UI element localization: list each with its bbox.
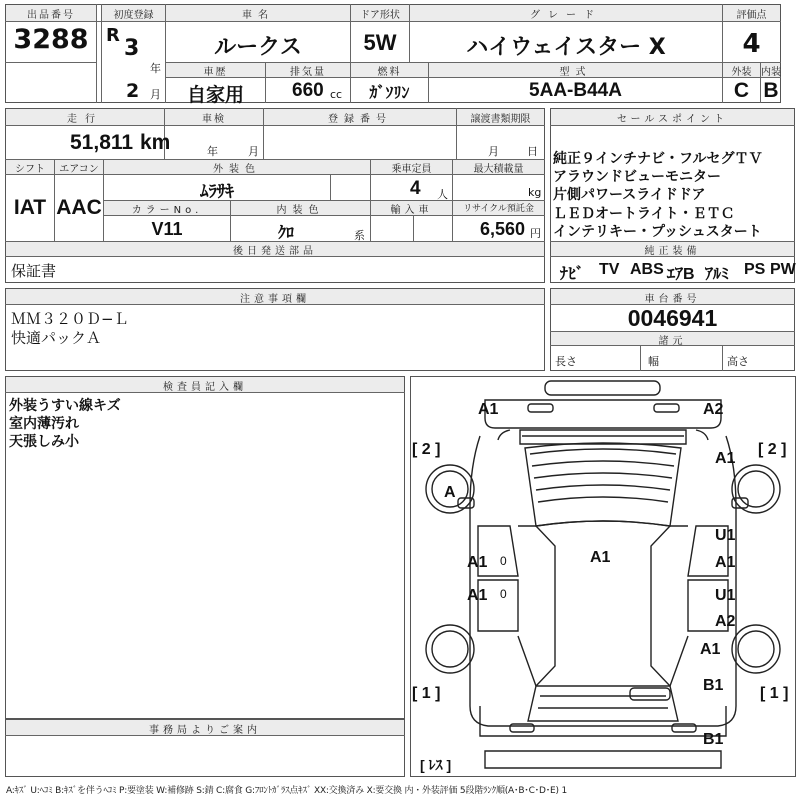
model-label: 型式 <box>559 67 592 78</box>
mileage-unit: km <box>140 131 171 154</box>
inspector-line: 室内薄汚れ <box>9 416 79 432</box>
damage-mark: A2 <box>703 401 724 418</box>
displacement-label: 排気量 <box>290 67 326 78</box>
notes-line: ＭＭ３２０Ｄ−Ｌ <box>11 310 129 328</box>
grade: ハイウェイスター X <box>466 35 666 60</box>
lot-number: 3288 <box>13 24 89 55</box>
later-items-label: 後日発送部品 <box>233 246 317 257</box>
equipment-tv: TV <box>599 261 620 278</box>
recycle-label: リサイクル預託金 <box>463 204 534 214</box>
ac-label: エアコン <box>59 164 99 175</box>
year-unit: 年 <box>150 62 161 75</box>
damage-mark: B1 <box>703 731 724 748</box>
door-label: ドア形状 <box>360 10 400 21</box>
width-label: 幅 <box>648 355 659 368</box>
capacity-unit: 人 <box>437 188 448 201</box>
equipment-label: 純正装備 <box>644 246 701 257</box>
color-no-label: カラーNo. <box>131 205 203 216</box>
month-unit: 月 <box>150 88 161 101</box>
damage-mark: B1 <box>703 677 724 694</box>
equipment-abs: ABS <box>630 261 664 278</box>
office-label: 事務局よりご案内 <box>149 725 261 736</box>
car-diagram <box>410 376 796 777</box>
equipment-alloy: ｱﾙﾐ <box>705 266 730 283</box>
damage-mark: A1 <box>700 641 721 658</box>
spec-label: 諸元 <box>658 336 687 347</box>
displacement: 660 <box>292 80 324 101</box>
first-reg-year: 3 <box>124 36 140 61</box>
spare-tire: [ ﾚｽ ] <box>420 757 452 773</box>
capacity-label: 乗車定員 <box>391 164 432 175</box>
lot-label: 出品番号 <box>27 10 75 21</box>
ext-color: ﾑﾗｻｷ <box>200 182 234 202</box>
score: 4 <box>742 29 761 59</box>
exterior-score: C <box>733 79 750 102</box>
equipment-ps: PS <box>744 261 766 278</box>
damage-mark: A1 <box>715 554 736 571</box>
ac: AAC <box>56 196 102 219</box>
damage-mark: A <box>444 484 456 501</box>
later-items: 保証書 <box>11 262 57 280</box>
tire-count: [ 1 ] <box>760 685 789 702</box>
transfer-month-unit: 月 <box>488 145 499 158</box>
damage-mark: A1 <box>590 549 611 566</box>
inspector-label: 検査員記入欄 <box>163 382 247 393</box>
shift-label: シフト <box>15 164 45 175</box>
equipment-navi: ﾅﾋﾞ <box>560 266 585 283</box>
transfer-day-unit: 日 <box>527 145 538 158</box>
sales-point-label: セールスポイント <box>616 114 729 125</box>
score-label: 評価点 <box>736 10 767 21</box>
sales-line: アラウンドビューモニター <box>553 169 721 185</box>
exterior-label: 外装 <box>731 67 752 78</box>
tire-count: [ 2 ] <box>412 441 441 458</box>
first-reg-label: 初度登録 <box>113 10 154 21</box>
car-name: ルークス <box>214 35 302 60</box>
equipment-airbag: ｴｱB <box>667 266 695 283</box>
inspector-line: 外装うすい線キズ <box>9 398 121 414</box>
length-label: 長さ <box>555 355 577 368</box>
mileage-label: 走行 <box>67 114 103 125</box>
interior-label: 内装 <box>761 67 781 78</box>
damage-mark: A2 <box>715 613 736 630</box>
fuel-label: 燃料 <box>377 67 402 78</box>
legend: A:ｷｽﾞ U:ﾍｺﾐ B:ｷｽﾞを伴うﾍｺﾐ P:要塗装 W:補修跡 S:錆 C:腐食 G:ﾌﾛﾝﾄｶﾞﾗｽ点ｷｽﾞ XX:交換済み X:要交換 内・外装評価 5段階ﾗﾝｸ順(A･B･C･D･E) 1 <box>6 786 567 796</box>
equipment-pw: PW <box>770 261 796 278</box>
grade-label: グレード <box>530 10 602 21</box>
transfer-label: 譲渡書類期限 <box>470 114 531 125</box>
car-name-label: 車名 <box>242 10 274 21</box>
int-color-unit: 系 <box>354 229 365 242</box>
fuel: ｶﾞｿﾘﾝ <box>369 83 410 102</box>
damage-mark: A1 <box>467 554 488 571</box>
insp-year-unit: 年 <box>207 145 218 158</box>
sales-line: 純正９インチナビ・フルセグＴＶ <box>553 151 763 167</box>
int-color-label: 内装色 <box>276 205 325 216</box>
color-no: V11 <box>151 219 183 239</box>
door-zero-mark: 0 <box>500 554 507 568</box>
first-reg-month: 2 <box>126 80 140 102</box>
sales-line: インテリキー・プッシュスタート <box>553 224 762 240</box>
inspection-label: 車検 <box>202 114 226 125</box>
sales-line: ＬＥＤオートライト・ＥＴＣ <box>553 206 735 222</box>
mileage: 51,811 <box>70 131 134 154</box>
door: 5W <box>363 30 397 55</box>
import-label: 輸入車 <box>390 205 433 216</box>
history: 自家用 <box>186 84 244 106</box>
chassis-number: 0046941 <box>627 305 718 331</box>
displacement-unit: cc <box>330 88 343 101</box>
notes-line: 快適パックＡ <box>11 329 102 347</box>
max-load-label: 最大積載量 <box>473 164 524 175</box>
inspector-line: 天張しみ小 <box>9 434 79 450</box>
reg-no-label: 登録番号 <box>328 114 392 125</box>
interior-score: B <box>763 79 779 102</box>
era: R <box>106 25 120 46</box>
history-label: 車歴 <box>203 67 228 78</box>
damage-mark: A1 <box>715 450 736 467</box>
shift: IAT <box>13 196 47 219</box>
ext-color-label: 外装色 <box>213 164 261 175</box>
tire-count: [ 1 ] <box>412 685 441 702</box>
door-zero-mark: 0 <box>500 587 507 601</box>
int-color: ｸﾛ <box>277 223 294 242</box>
damage-mark: U1 <box>715 587 736 604</box>
damage-mark: U1 <box>715 527 736 544</box>
chassis-label: 車台番号 <box>644 294 701 305</box>
model: 5AA-B44A <box>529 80 622 101</box>
height-label: 高さ <box>727 355 749 368</box>
damage-mark: A1 <box>478 401 499 418</box>
capacity: 4 <box>410 178 421 199</box>
sales-line: 片側パワースライドドア <box>553 187 706 203</box>
notes-label: 注意事項欄 <box>240 294 310 305</box>
recycle: 6,560 <box>480 219 526 239</box>
tire-count: [ 2 ] <box>758 441 787 458</box>
max-load-unit: kg <box>528 186 542 199</box>
recycle-unit: 円 <box>530 227 541 240</box>
damage-mark: A1 <box>467 587 488 604</box>
insp-month-unit: 月 <box>248 145 259 158</box>
